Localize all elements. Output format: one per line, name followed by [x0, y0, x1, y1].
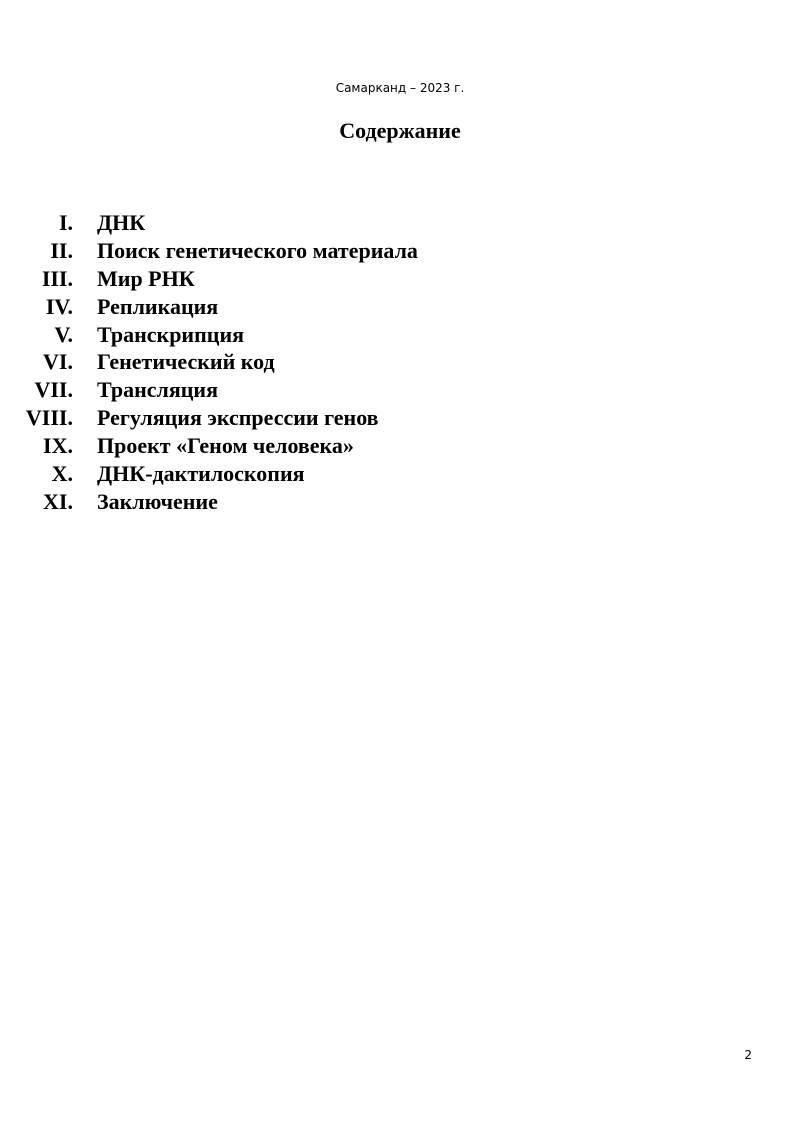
- toc-item: [0, 321, 800, 349]
- toc-item-number: IV.: [45, 293, 73, 319]
- table-of-contents: [0, 209, 800, 516]
- toc-item-number: IX.: [43, 433, 73, 459]
- page-number: 2: [744, 1048, 752, 1062]
- toc-item-label: Регуляция экспрессии генов: [97, 405, 379, 431]
- toc-item-label: ДНК: [97, 210, 146, 235]
- toc-item-label: Заключение: [97, 488, 218, 514]
- toc-item-number: II.: [50, 237, 73, 263]
- toc-item-number: I.: [58, 210, 73, 235]
- toc-item-number: VIII.: [25, 405, 73, 431]
- toc-item: [0, 209, 800, 237]
- toc-item: [0, 376, 800, 404]
- toc-item: [0, 237, 800, 265]
- toc-item-number: III.: [41, 265, 73, 291]
- toc-item-label: Репликация: [97, 293, 219, 319]
- city-year-line: Самарканд – 2023 г.: [335, 81, 465, 95]
- toc-item-label: Проект «Геном человека»: [97, 433, 354, 459]
- toc-item: [0, 265, 800, 293]
- toc-item-label: Генетический код: [97, 349, 275, 375]
- toc-item: [0, 432, 800, 460]
- toc-item: [0, 488, 800, 516]
- toc-item-label: Поиск генетического материала: [97, 237, 418, 263]
- toc-item-number: X.: [51, 461, 73, 487]
- toc-item-label: ДНК-дактилоскопия: [97, 461, 305, 487]
- page-title: Содержание: [339, 118, 461, 143]
- toc-item: [0, 460, 800, 488]
- toc-item-number: VI.: [43, 349, 73, 375]
- toc-item: [0, 293, 800, 321]
- toc-item-label: Трансляция: [97, 377, 219, 403]
- toc-item-number: XI.: [43, 488, 73, 514]
- toc-item: [0, 404, 800, 432]
- toc-item-number: V.: [54, 321, 73, 347]
- toc-item-number: VII.: [34, 377, 73, 403]
- toc-item-label: Транскрипция: [97, 321, 245, 347]
- toc-item: [0, 348, 800, 376]
- toc-item-label: Мир РНК: [97, 265, 195, 291]
